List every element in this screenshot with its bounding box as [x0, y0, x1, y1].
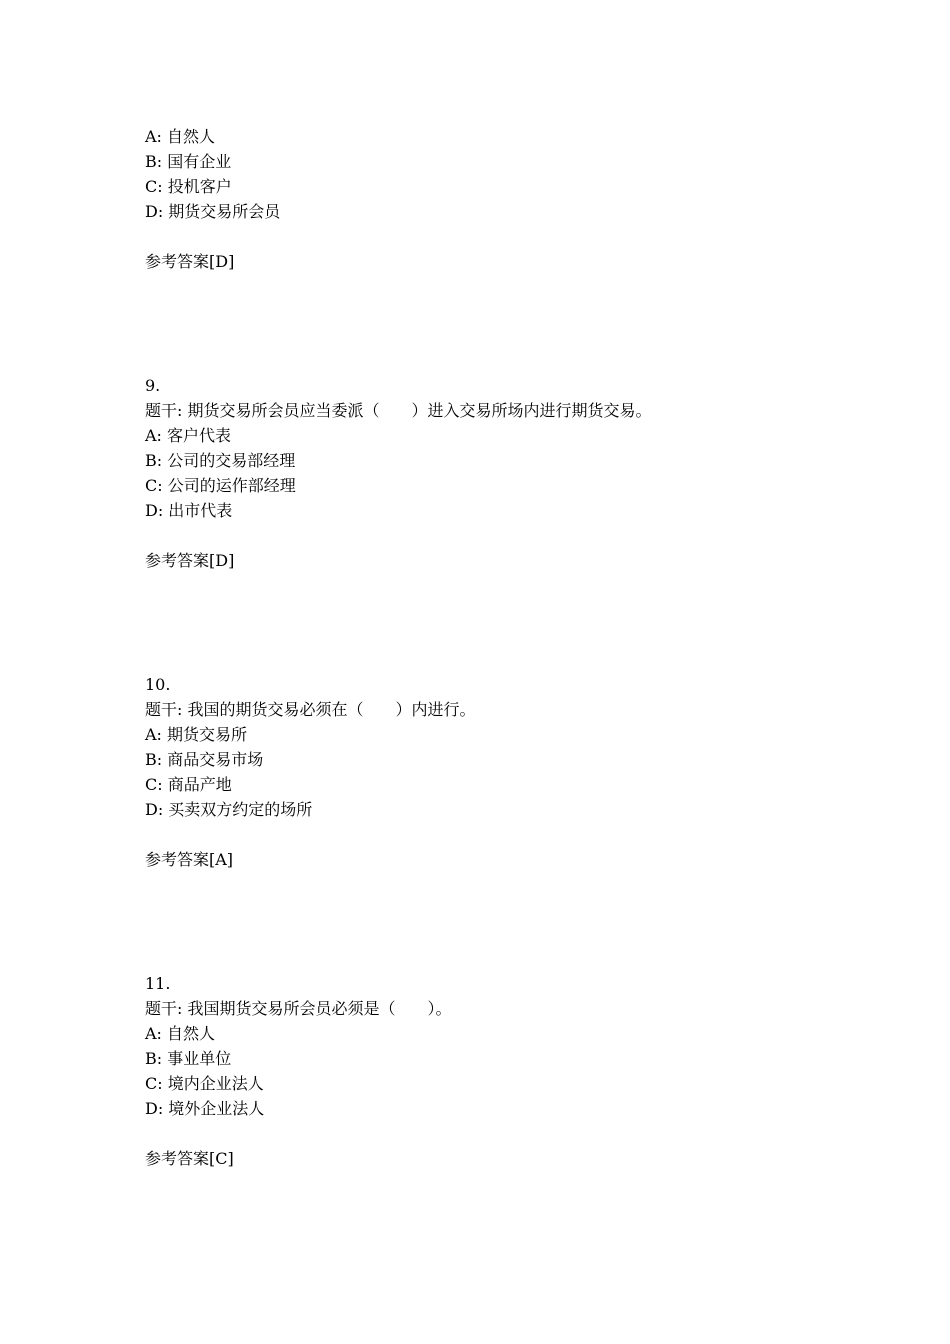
option-d: D: 期货交易所会员: [145, 202, 281, 221]
question-stem: 题干: 期货交易所会员应当委派（ ）进入交易所场内进行期货交易。: [145, 401, 652, 420]
option-d: D: 境外企业法人: [145, 1099, 265, 1118]
answer: 参考答案[C]: [145, 1149, 234, 1168]
answer: 参考答案[D]: [145, 252, 235, 271]
option-c: C: 境内企业法人: [145, 1074, 264, 1093]
option-b: B: 事业单位: [145, 1049, 232, 1068]
question-stem: 题干: 我国的期货交易必须在（ ）内进行。: [145, 700, 476, 719]
option-c: C: 公司的运作部经理: [145, 476, 296, 495]
answer: 参考答案[A]: [145, 850, 234, 869]
option-a: A: 自然人: [145, 1024, 216, 1043]
option-d: D: 出市代表: [145, 501, 233, 520]
option-c: C: 商品产地: [145, 775, 232, 794]
question-number: 11.: [145, 974, 171, 993]
question-stem: 题干: 我国期货交易所会员必须是（ ）。: [145, 999, 452, 1018]
option-a: A: 客户代表: [145, 426, 232, 445]
option-c: C: 投机客户: [145, 177, 232, 196]
option-b: B: 公司的交易部经理: [145, 451, 296, 470]
option-a: A: 期货交易所: [145, 725, 248, 744]
question-number: 10.: [145, 675, 171, 694]
option-a: A: 自然人: [145, 127, 216, 146]
option-b: B: 商品交易市场: [145, 750, 264, 769]
option-b: B: 国有企业: [145, 152, 232, 171]
answer: 参考答案[D]: [145, 551, 235, 570]
question-number: 9.: [145, 376, 161, 395]
option-d: D: 买卖双方约定的场所: [145, 800, 313, 819]
